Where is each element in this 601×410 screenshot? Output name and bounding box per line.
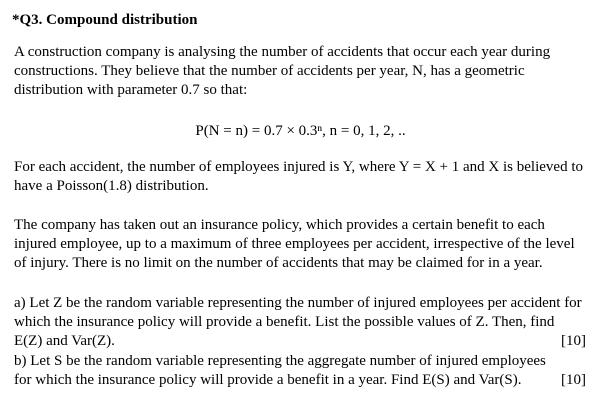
part-b — [14, 352, 586, 390]
part-a-line-3-row — [14, 332, 586, 351]
question-title: *Q3. Compound distribution — [12, 12, 198, 28]
intro-paragraph — [14, 43, 586, 100]
part-b-line-2: for which the insurance policy will provide a benefit in a year. Find E(S) and Var(S). — [14, 372, 522, 388]
injury-line-1: For each accident, the number of employees injured is Y, where Y = X + 1 and X is believed to — [14, 159, 583, 175]
injury-paragraph — [14, 158, 586, 196]
intro-line-1: A construction company is analysing the number of accidents that occur each year during — [14, 44, 551, 60]
intro-line-2: constructions. They believe that the number of accidents per year, N, has a geometric — [14, 63, 525, 79]
part-a-line-2: which the insurance policy will provide a benefit. List the possible values of Z. Then, find — [14, 314, 555, 330]
policy-line-3: of injury. There is no limit on the number of accidents that may be claimed for in a year. — [14, 255, 543, 271]
part-a-marks: [10] — [561, 333, 586, 349]
policy-line-2: injured employee, up to a maximum of three employees per accident, irrespective of the level — [14, 236, 575, 252]
part-b-marks: [10] — [561, 372, 586, 388]
policy-line-1: The company has taken out an insurance policy, which provides a certain benefit to each — [14, 217, 545, 233]
part-b-line-1: b) Let S be the random variable representing the aggregate number of injured employees — [14, 353, 546, 369]
part-a — [14, 294, 586, 351]
injury-line-2: have a Poisson(1.8) distribution. — [14, 178, 209, 194]
intro-line-3: distribution with parameter 0.7 so that: — [14, 82, 248, 98]
part-b-line-2-row — [14, 371, 586, 390]
geometric-pmf-formula: P(N = n) = 0.7 × 0.3ⁿ, n = 0, 1, 2, .. — [195, 123, 406, 139]
part-a-line-3: E(Z) and Var(Z). — [14, 333, 115, 349]
part-a-line-1: a) Let Z be the random variable representing the number of injured employees per accident for — [14, 295, 582, 311]
policy-paragraph — [14, 216, 586, 273]
